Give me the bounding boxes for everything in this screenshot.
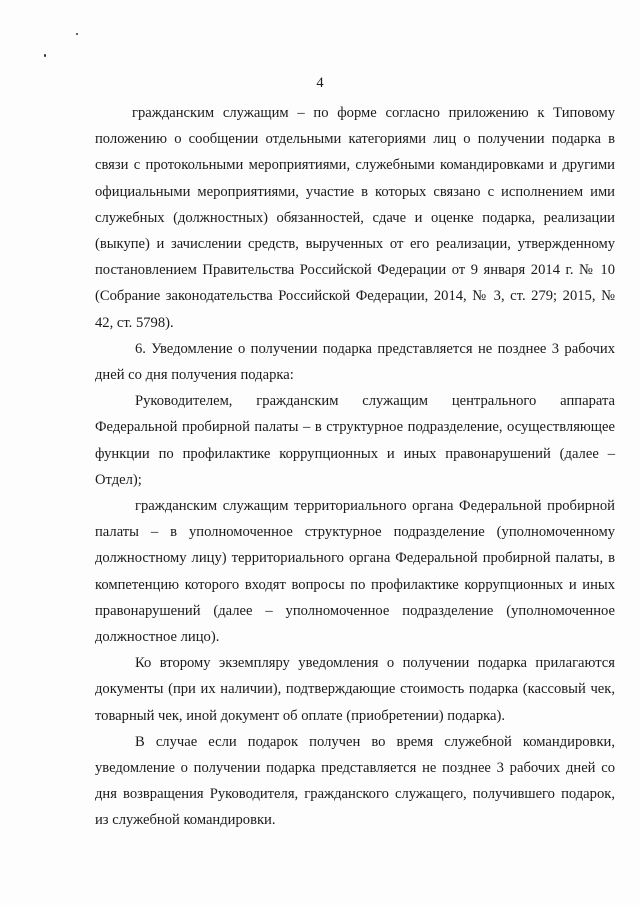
document-body [95,100,615,834]
paragraph-item-6: 6. Уведомление о получении подарка представляется не позднее 3 рабочих дней со дня получения подарка: [95,340,615,384]
paragraph-attachments: Ко второму экземпляру уведомления о получении подарка прилагаются документы (при их наличии), подтверждающие стоимость подарка (кассовый чек, товарный чек, иной документ об оплате (приобретении) подарка). [95,655,615,724]
paragraph-business-trip: В случае если подарок получен во время служебной командировки, уведомление о получении подарка представляется не позднее 3 рабочих дней со дня возвращения Руководителя, гражданского служащего, получившего подарок, из служебной командировки. [95,733,615,829]
scan-speck [44,54,46,57]
paragraph-continuation: гражданским служащим – по форме согласно приложению к Типовому положению о сообщении отдельными категориями лиц о получении подарка в связи с протокольными мероприятиями, служебными командировками и другими официальными мероприятиями, участие в которых связано с исполнением ими служебных (должностных) обязанностей, сдаче и оценке подарка, реализации (выкупе) и зачислении средств, вырученных от его реализации, утвержденному постановлением Правительства Российской Федерации от 9 января 2014 г. № 10 (Собрание законодательства Российской Федерации, 2014, № 3, ст. 279; 2015, № 42, ст. 5798). [95,105,615,331]
page-number: 4 [316,75,324,91]
paragraph-territorial-office: гражданским служащим территориального органа Федеральной пробирной палаты – в уполномоченное структурное подразделение (уполномоченному должностному лицу) территориального органа Федеральной пробирной палаты, в компетенцию которого входят вопросы по профилактике коррупционных и иных правонарушений (далее – уполномоченное подразделение (уполномоченное должностное лицо). [95,498,615,646]
scan-speck [76,33,78,35]
paragraph-head-office: Руководителем, гражданским служащим центрального аппарата Федеральной пробирной палаты – в структурное подразделение, осуществляющее функции по профилактике коррупционных и иных правонарушений (далее – Отдел); [95,393,615,488]
